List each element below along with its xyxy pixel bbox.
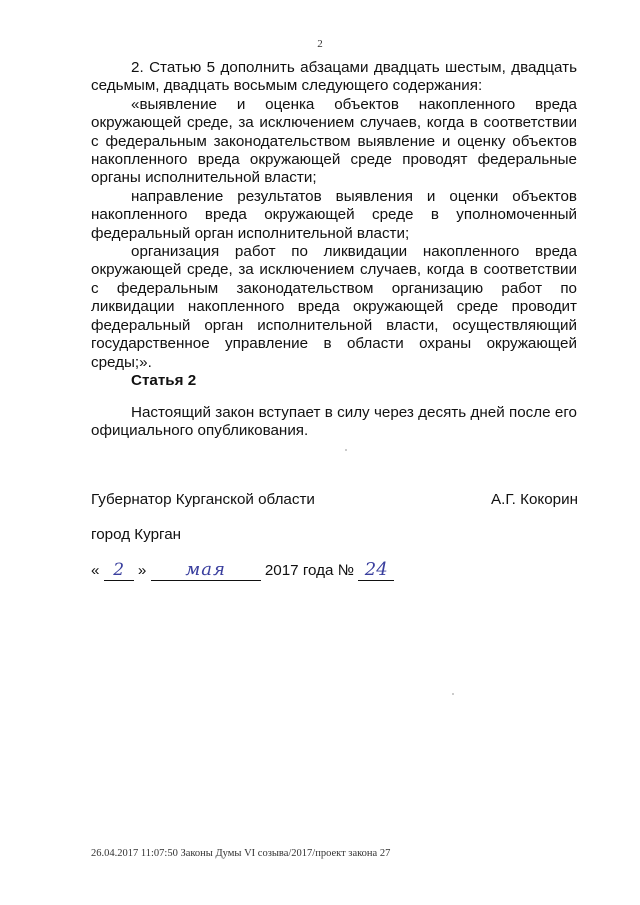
page-number: 2 — [317, 38, 323, 50]
handwritten-law-number: 24 — [358, 563, 394, 581]
amendment-text — [91, 59, 577, 372]
signer-title: Губернатор Курганской области — [91, 491, 315, 508]
paragraph-item-27: направление результатов выявления и оценки объектов накопленного вреда окружающей среде в уполномоченный федеральный орган исполнительной власти; — [91, 187, 577, 242]
article-heading: Статья 2 — [131, 372, 197, 389]
article-text: Настоящий закон вступает в силу через десять дней после его официального опубликования. — [91, 404, 577, 440]
paragraph-item-26: «выявление и оценка объектов накопленного вреда окружающей среде, за исключением случаев, когда в соответствии с федеральным законодательством выявление и оценку объектов накопленного вреда окружающей среде проводят федеральные органы исполнительной власти; — [91, 95, 577, 187]
date-line — [91, 559, 394, 581]
scan-speck — [345, 449, 347, 451]
open-quote: « — [91, 562, 100, 579]
handwritten-day: 2 — [104, 563, 134, 581]
scan-speck — [452, 693, 454, 695]
document-footer: 26.04.2017 11:07:50 Законы Думы VI созыва/2017/проект закона 27 — [91, 848, 391, 859]
handwritten-month: мая — [151, 563, 261, 581]
year-text: 2017 года № — [264, 562, 354, 579]
paragraph-item-28: организация работ по ликвидации накопленного вреда окружающей среде, за исключением случаев, когда в соответствии с федеральным законодательством организацию работ по ликвидации накопленного вреда окружающей среде проводит федеральный орган исполнительной власти, осуществляющий государственное управление в области охраны окружающей среды;». — [91, 243, 577, 371]
city-line: город Курган — [91, 526, 182, 543]
close-quote: » — [137, 562, 147, 579]
paragraph-amendment-intro: 2. Статью 5 дополнить абзацами двадцать шестым, двадцать седьмым, двадцать восьмым следующего содержания: — [91, 59, 577, 95]
signer-name: А.Г. Кокорин — [490, 491, 578, 508]
